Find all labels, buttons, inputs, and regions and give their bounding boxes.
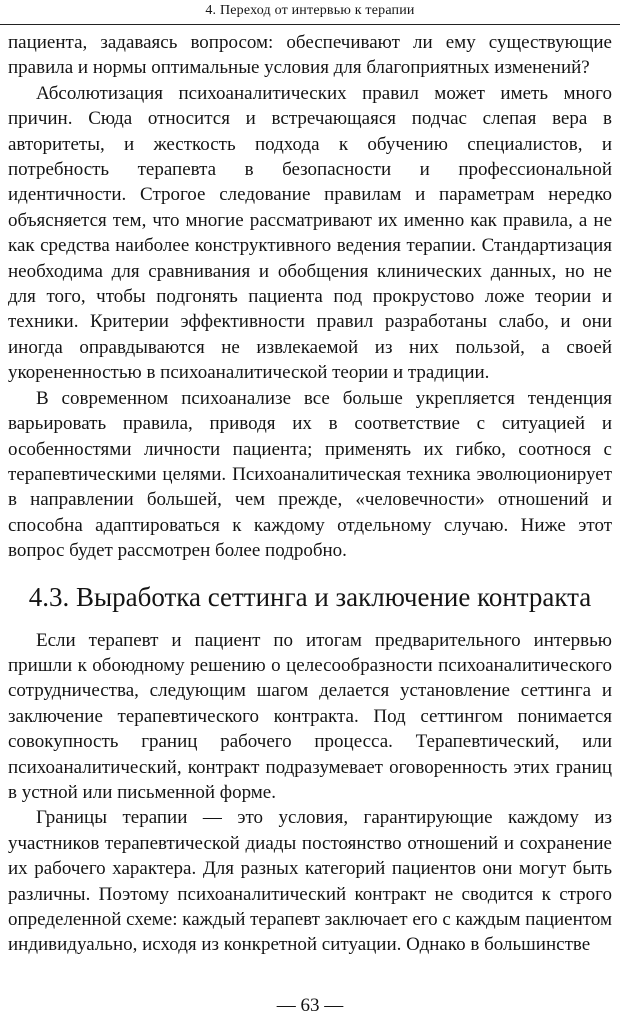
- paragraph-continuation: пациента, задаваясь вопросом: обеспечивают ли ему существующие правила и нормы оптимальные условия для благоприятных изменений?: [8, 32, 612, 79]
- page-number: — 63 —: [276, 995, 344, 1016]
- header-rule: [0, 24, 620, 25]
- paragraph: В современном психоанализе все больше укрепляется тенденция варьировать правила, приводя их в соответствие с ситуацией и особенностями личности пациента; применять их гибко, соотнося с терапевтическими целями. Психоаналитическая техника эволюционирует в направлении большей, чем прежде, «человечности» отношений и способна адаптироваться к каждому отдельному случаю. Ниже этот вопрос будет рассмотрен более подробно.: [8, 387, 612, 562]
- page-body: [8, 30, 612, 958]
- running-header: 4. Переход от интервью к терапии: [205, 3, 415, 18]
- paragraph: Если терапевт и пациент по итогам предварительного интервью пришли к обоюдному решению о целесообразности психоаналитического сотрудничества, следующим шагом делается установление сеттинга и заключение терапевтического контракта. Под сеттингом понимается совокупность границ рабочего процесса. Терапевтический, или психоаналитический, контракт подразумевает оговоренность этих границ в устной или письменной форме.: [8, 629, 612, 803]
- paragraph: Абсолютизация психоаналитических правил может иметь много причин. Сюда относится и встречающаяся подчас слепая вера в авторитеты, и жесткость подхода к обучению специалистов, и потребность терапевта в безопасности и профессиональной идентичности. Строгое следование правилам и параметрам нередко объясняется тем, что многие рассматривают их именно как правила, а не как средства наиболее конструктивного ведения терапии. Стандартизация необходима для сравнивания и обобщения клинических данных, но не для того, чтобы подгонять пациента под прокрустово ложе теории и техники. Критерии эффективности правил разработаны слабо, и они иногда оправдываются не извлекаемой из них пользой, а своей укорененностью в психоаналитической теории и традиции.: [8, 82, 612, 384]
- section-heading: 4.3. Выработка сеттинга и заключение контракта: [28, 581, 592, 612]
- paragraph: Границы терапии — это условия, гарантирующие каждому из участников терапевтической диады постоянство отношений и сохранение их рабочего характера. Для разных категорий пациентов они могут быть различны. Поэтому психоаналитический контракт не сводится к строго определенной схеме: каждый терапевт заключает его с каждым пациентом индивидуально, исходя из конкретной ситуации. Однако в большинстве: [8, 807, 612, 956]
